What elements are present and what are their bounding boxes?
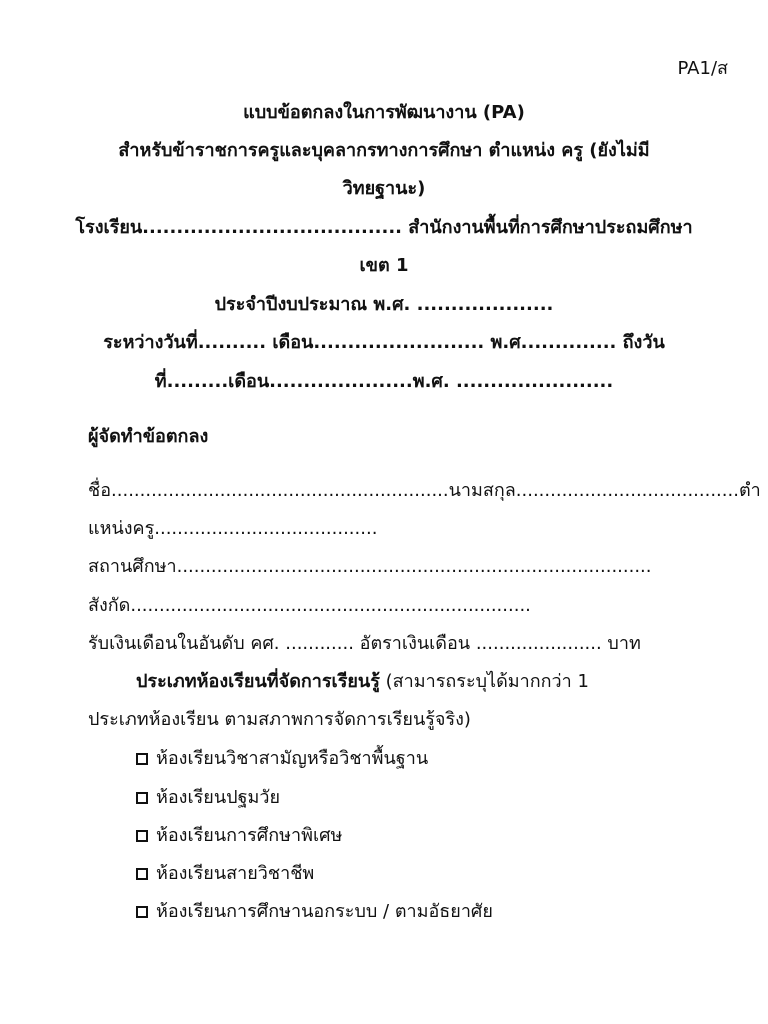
checkbox-label: ห้องเรียนสายวิชาชีพ <box>156 863 315 884</box>
document-title: แบบข้อตกลงในการพัฒนางาน (PA) <box>243 102 525 123</box>
checkbox-square-icon[interactable] <box>136 753 148 765</box>
checkbox-label: ห้องเรียนการศึกษานอกระบบ / ตามอัธยาศัย <box>156 901 493 922</box>
checkbox-square-icon[interactable] <box>136 792 148 804</box>
checkbox-square-icon[interactable] <box>136 868 148 880</box>
period-line-cont: ที่.........เดือน.....................พ.ศ. ....................... <box>154 371 614 392</box>
checkbox-option-vocational[interactable] <box>136 861 314 887</box>
checkbox-square-icon[interactable] <box>136 830 148 842</box>
classroom-type-line <box>136 669 589 695</box>
checkbox-label: ห้องเรียนการศึกษาพิเศษ <box>156 825 343 846</box>
checkbox-square-icon[interactable] <box>136 906 148 918</box>
form-code: PA1/ส <box>677 58 728 79</box>
salary-field: รับเงินเดือนในอันดับ คศ. ............ อัตราเงินเดือน ...................... บาท <box>88 633 641 654</box>
checkbox-option-non-formal[interactable] <box>136 899 493 925</box>
name-field: ชื่อ...........................................................นามสกุล.......................................ตำ <box>88 480 761 501</box>
classroom-type-note: (สามารถระบุได้มากกว่า 1 <box>379 671 589 692</box>
document-subtitle-cont: วิทยฐานะ) <box>342 178 426 199</box>
checkbox-label: ห้องเรียนปฐมวัย <box>156 787 281 808</box>
document-subtitle: สำหรับข้าราชการครูและบุคลากรทางการศึกษา ตำแหน่ง ครู (ยังไม่มี <box>118 140 650 161</box>
position-field: แหน่งครู....................................... <box>88 518 378 539</box>
school-line: โรงเรียน...................................... สำนักงานพื้นที่การศึกษาประถมศึกษา <box>75 217 693 238</box>
checkbox-option-general[interactable] <box>136 746 428 772</box>
district-line: เขต 1 <box>359 255 409 276</box>
section-heading: ผู้จัดทำข้อตกลง <box>88 426 209 447</box>
classroom-type-label: ประเภทห้องเรียนที่จัดการเรียนรู้ <box>136 671 380 692</box>
fiscal-year-line: ประจำปีงบประมาณ พ.ศ. .................... <box>214 294 554 315</box>
period-line: ระหว่างวันที่.......... เดือน......................... พ.ศ.............. ถึงวัน <box>103 332 665 353</box>
checkbox-option-special-education[interactable] <box>136 823 342 849</box>
checkbox-label: ห้องเรียนวิชาสามัญหรือวิชาพื้นฐาน <box>156 748 429 769</box>
affiliation-field: สังกัด...................................................................... <box>88 595 531 616</box>
school-field: สถานศึกษา................................................................................... <box>88 556 652 577</box>
classroom-type-note-cont: ประเภทห้องเรียน ตามสภาพการจัดการเรียนรู้จริง) <box>88 709 471 730</box>
checkbox-option-early-childhood[interactable] <box>136 785 280 811</box>
